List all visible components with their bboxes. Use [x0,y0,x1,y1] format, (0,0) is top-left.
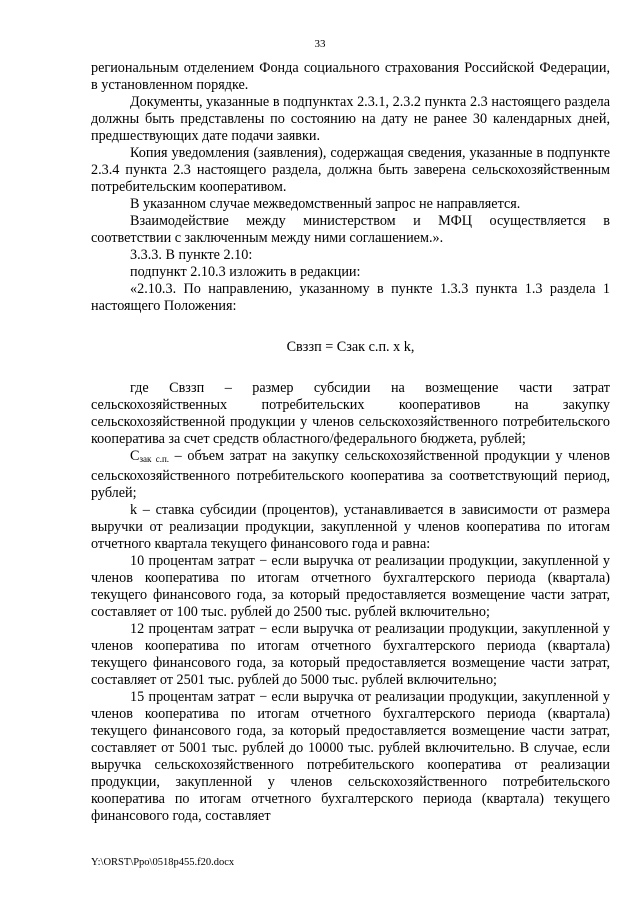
rate-item: 15 процентам затрат − если выручка от реализации продукции, закупленной у членов кооператива по итогам отчетного бухгалтерского периода (квартала) текущего финансового года, за который предоставляется возмещение части затрат, составляет от 5001 тыс. рублей до 10000 тыс. рублей включительно. В случае, если выручка сельскохозяйственного потребительского кооператива от реализации продукции, закупленной у членов сельскохозяйственного потребительского кооператива по итогам отчетного бухгалтерского периода (квартала) текущего финансового года, составляет [91,689,610,824]
rate-item: 10 процентам затрат − если выручка от реализации продукции, закупленной у членов кооператива по итогам отчетного бухгалтерского периода (квартала) текущего финансового года, за который предоставляется возмещение части затрат, составляет от 100 тыс. рублей до 2500 тыс. рублей включительно; [91,553,610,620]
paragraph: региональным отделением Фонда социального страхования Российской Федерации, в установленном порядке. [91,60,610,93]
rate-item: 12 процентам затрат − если выручка от реализации продукции, закупленной у членов кооператива по итогам отчетного бухгалтерского периода (квартала) текущего финансового года, за который предоставляется возмещение части затрат, составляет от 2501 тыс. рублей до 5000 тыс. рублей включительно; [91,621,610,688]
paragraph: «2.10.3. По направлению, указанному в пункте 1.3.3 пункта 1.3 раздела 1 настоящего Положения: [91,281,610,314]
symbol-subscript: зак с.п. [139,454,170,464]
definition-svzzp: где Свззп – размер субсидии на возмещение части затрат сельскохозяйственных потребительских кооперативов на закупку сельскохозяйственной продукции у членов сельскохозяйственного потребительского кооператива за счет средств областного/федерального бюджета, рублей; [91,380,610,447]
paragraph: подпункт 2.10.3 изложить в редакции: [130,264,361,280]
paragraph: Документы, указанные в подпунктах 2.3.1, 2.3.2 пункта 2.3 настоящего раздела должны быть представлены по состоянию на дату не ранее 30 календарных дней, предшествующих дате подачи заявки. [91,94,610,144]
paragraph: В указанном случае межведомственный запрос не направляется. [130,196,521,212]
paragraph: Копия уведомления (заявления), содержащая сведения, указанные в подпункте 2.3.4 пункта 2.3 настоящего раздела, должна быть заверена сельскохозяйственным потребительским кооперативом. [91,145,610,195]
definition-k: k – ставка субсидии (процентов), устанавливается в зависимости от размера выручки от реализации продукции, закупленной у членов кооператива по итогам отчетного квартала текущего финансового года и равна: [91,502,610,552]
footer-file-path: Y:\ORST\Ppo\0518p455.f20.docx [91,857,235,868]
page-number: 33 [314,38,326,50]
definition-szak [91,448,610,502]
formula: Свззп = Сзак с.п. x k, [286,339,415,355]
paragraph: 3.3.3. В пункте 2.10: [130,247,253,263]
symbol-main: С [130,448,140,464]
document-body [91,60,610,825]
definition-text: – объем затрат на закупку сельскохозяйственной продукции у членов сельскохозяйственного потребительского кооператива за соответствующий период, рублей; [91,448,610,501]
paragraph: Взаимодействие между министерством и МФЦ осуществляется в соответствии с заключенным между ними соглашением.». [91,213,610,246]
